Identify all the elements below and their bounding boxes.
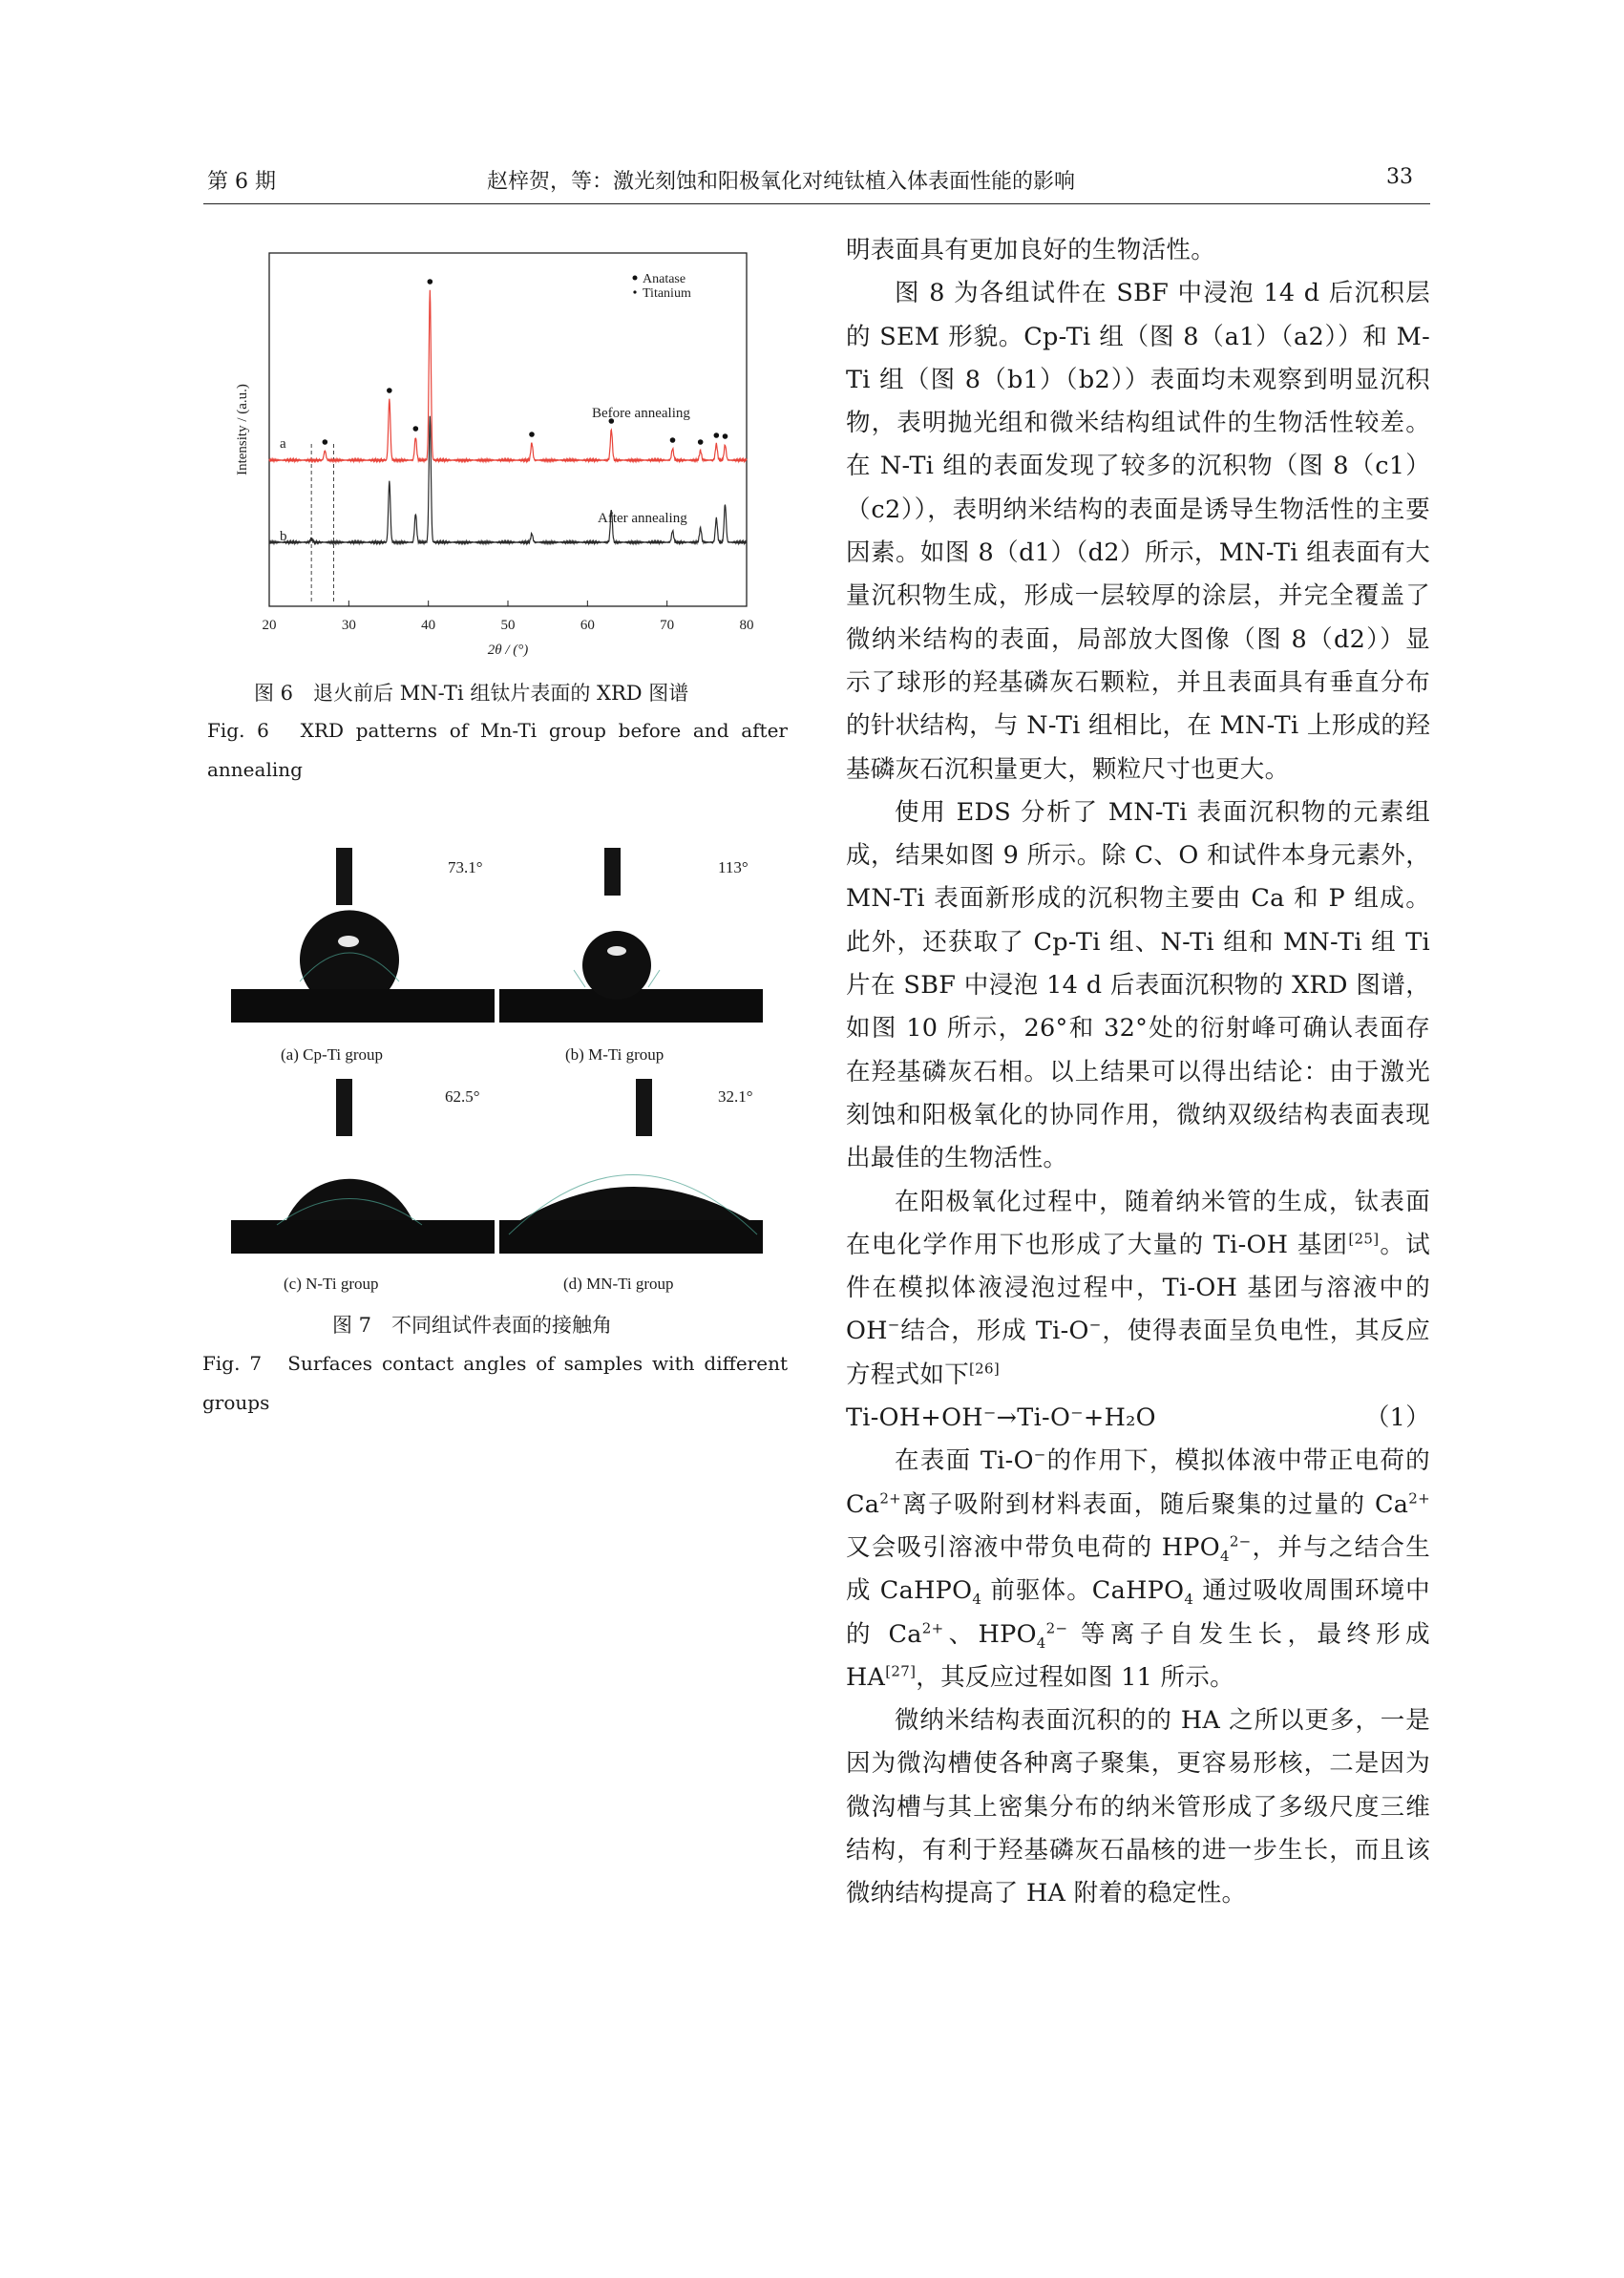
- panel-a-label: (a) Cp-Ti group: [281, 1045, 384, 1064]
- x-tick-label: 70: [660, 618, 675, 633]
- anatase-marker: [387, 388, 392, 393]
- panel-c-label: (c) N-Ti group: [284, 1275, 379, 1293]
- anatase-marker: [428, 279, 433, 285]
- equation-expression: Ti-OH+OH⁻→Ti-O⁻+H₂O: [846, 1403, 1156, 1433]
- paragraph: 在表面 Ti-O−的作用下，模拟体液中带正电荷的 $Ca^{2+}$离子吸附到材料表面，随后聚集的过量的 $Ca^{2+}$ 又会吸引溶液中带负电荷的 $HPO_4^{2-}$，并与之结合生成 CaHPO$_4$ 前驱体。CaHPO$_4$ 通过吸收周围环境中的 $Ca^{2+}$、$HPO_4^{2-}$ 等离子自发生长，最终形成 HA[27]，其反应过程如图 11 所示。: [846, 1445, 1430, 1692]
- fig6-caption-cn: 图 6 退火前后 MN-Ti 组钛片表面的 XRD 图谱: [254, 682, 689, 705]
- panel-d-label: (d) MN-Ti group: [563, 1275, 674, 1293]
- equation-number: （1）: [1364, 1403, 1430, 1433]
- panel-b-angle: 113°: [718, 858, 749, 876]
- x-tick-label: 50: [500, 618, 516, 633]
- issue-number: 第 6 期: [207, 170, 276, 194]
- fig7-caption-cn: 图 7 不同组试件表面的接触角: [332, 1314, 613, 1337]
- legend-label-titanium: Titanium: [643, 286, 691, 301]
- curve-label-after: After annealing: [598, 511, 687, 526]
- panel-d-angle: 32.1°: [718, 1087, 753, 1106]
- running-title: 赵梓贺，等：激光刻蚀和阳极氧化对纯钛植入体表面性能的影响: [487, 170, 1076, 194]
- plot-frame: [269, 253, 747, 606]
- equation: [846, 1397, 1430, 1440]
- panel-c-angle: 62.5°: [445, 1087, 480, 1106]
- paragraph: 图 8 为各组试件在 SBF 中浸泡 14 d 后沉积层的 SEM 形貌。Cp-Ti 组（图 8（a1）（a2））和 M-Ti 组（图 8（b1）（b2））表面均未观察到明显沉积物，表明抛光组和微米结构组试件的生物活性较差。在 N-Ti 组的表面发现了较多的沉积物（图 8（c1）（c2）），表明纳米结构的表面是诱导生物活性的主要因素。如图 8（d1）（d2）所示，MN-Ti 组表面有大量沉积物生成，形成一层较厚的涂层，并完全覆盖了微纳米结构的表面，局部放大图像（图 8（d2））显示了球形的羟基磷灰石颗粒，并且表面具有垂直分布的针状结构，与 N-Ti 组相比，在 MN-Ti 上形成的羟基磷灰石沉积量更大，颗粒尺寸也更大。: [846, 279, 1430, 784]
- fig6-caption-en: Fig. 6 XRD patterns of Mn-Ti group before and after annealing: [207, 719, 788, 781]
- y-axis-label: Intensity / (a.u.): [235, 384, 250, 475]
- paragraph: 明表面具有更加良好的生物活性。: [846, 236, 1216, 264]
- x-tick-label: 20: [262, 618, 277, 633]
- legend-marker-anatase: [633, 276, 638, 281]
- paragraph: 微纳米结构表面沉积的的 HA 之所以更多，一是因为微沟槽使各种离子聚集，更容易形核，二是因为微沟槽与其上密集分布的纳米管形成了多级尺度三维结构，有利于羟基磷灰石晶核的进一步生长，而且该微纳结构提高了 HA 附着的稳定性。: [846, 1706, 1430, 1909]
- anatase-marker: [413, 426, 419, 432]
- series-line-0: [269, 290, 747, 462]
- right-column-body: [846, 229, 1430, 1916]
- trace-letter-a: a: [280, 436, 286, 452]
- anatase-marker: [723, 433, 728, 439]
- anatase-marker: [529, 432, 535, 437]
- page-number: 33: [1386, 165, 1413, 189]
- x-tick-label: 30: [341, 618, 356, 633]
- paragraph: 使用 EDS 分析了 MN-Ti 表面沉积物的元素组成，结果如图 9 所示。除 C、O 和试件本身元素外，MN-Ti 表面新形成的沉积物主要由 Ca 和 P 组成。此外，还获取了 Cp-Ti 组、N-Ti 组和 MN-Ti 组 Ti 片在 SBF 中浸泡 14 d 后表面沉积物的 XRD 图谱，如图 10 所示，26°和 32°处的衍射峰可确认表面存在羟基磷灰石相。以上结果可以得出结论：由于激光刻蚀和阳极氧化的协同作用，微纳双级结构表面表现出最佳的生物活性。: [846, 797, 1430, 1173]
- legend-label-anatase: Anatase: [643, 272, 686, 286]
- panel-a-angle: 73.1°: [448, 858, 483, 876]
- x-tick-label: 60: [580, 618, 595, 633]
- anatase-marker: [698, 439, 704, 445]
- anatase-marker: [323, 439, 328, 445]
- fig7-caption-en: Fig. 7 Surfaces contact angles of samples with different groups: [202, 1352, 788, 1414]
- anatase-marker: [670, 437, 676, 443]
- xrd-chart: [229, 239, 783, 659]
- trace-letter-b: b: [280, 529, 287, 544]
- x-axis-label: 2θ / (°): [487, 643, 529, 658]
- paragraph: 在阳极氧化过程中，随着纳米管的生成，钛表面在电化学作用下也形成了大量的 Ti-OH 基团[25]。试件在模拟体液浸泡过程中，Ti-OH 基团与溶液中的 OH−结合，形成 Ti-O−，使得表面呈负电性，其反应方程式如下[26]: [846, 1187, 1430, 1389]
- legend-marker-titanium: [633, 290, 636, 293]
- x-tick-label: 80: [739, 618, 754, 633]
- curve-label-before: Before annealing: [592, 406, 690, 421]
- contact-angle-figure: [231, 836, 758, 1293]
- anatase-marker: [714, 432, 720, 438]
- panel-b-label: (b) M-Ti group: [565, 1045, 664, 1064]
- x-tick-label: 40: [421, 618, 436, 633]
- header-rule: [203, 203, 1430, 204]
